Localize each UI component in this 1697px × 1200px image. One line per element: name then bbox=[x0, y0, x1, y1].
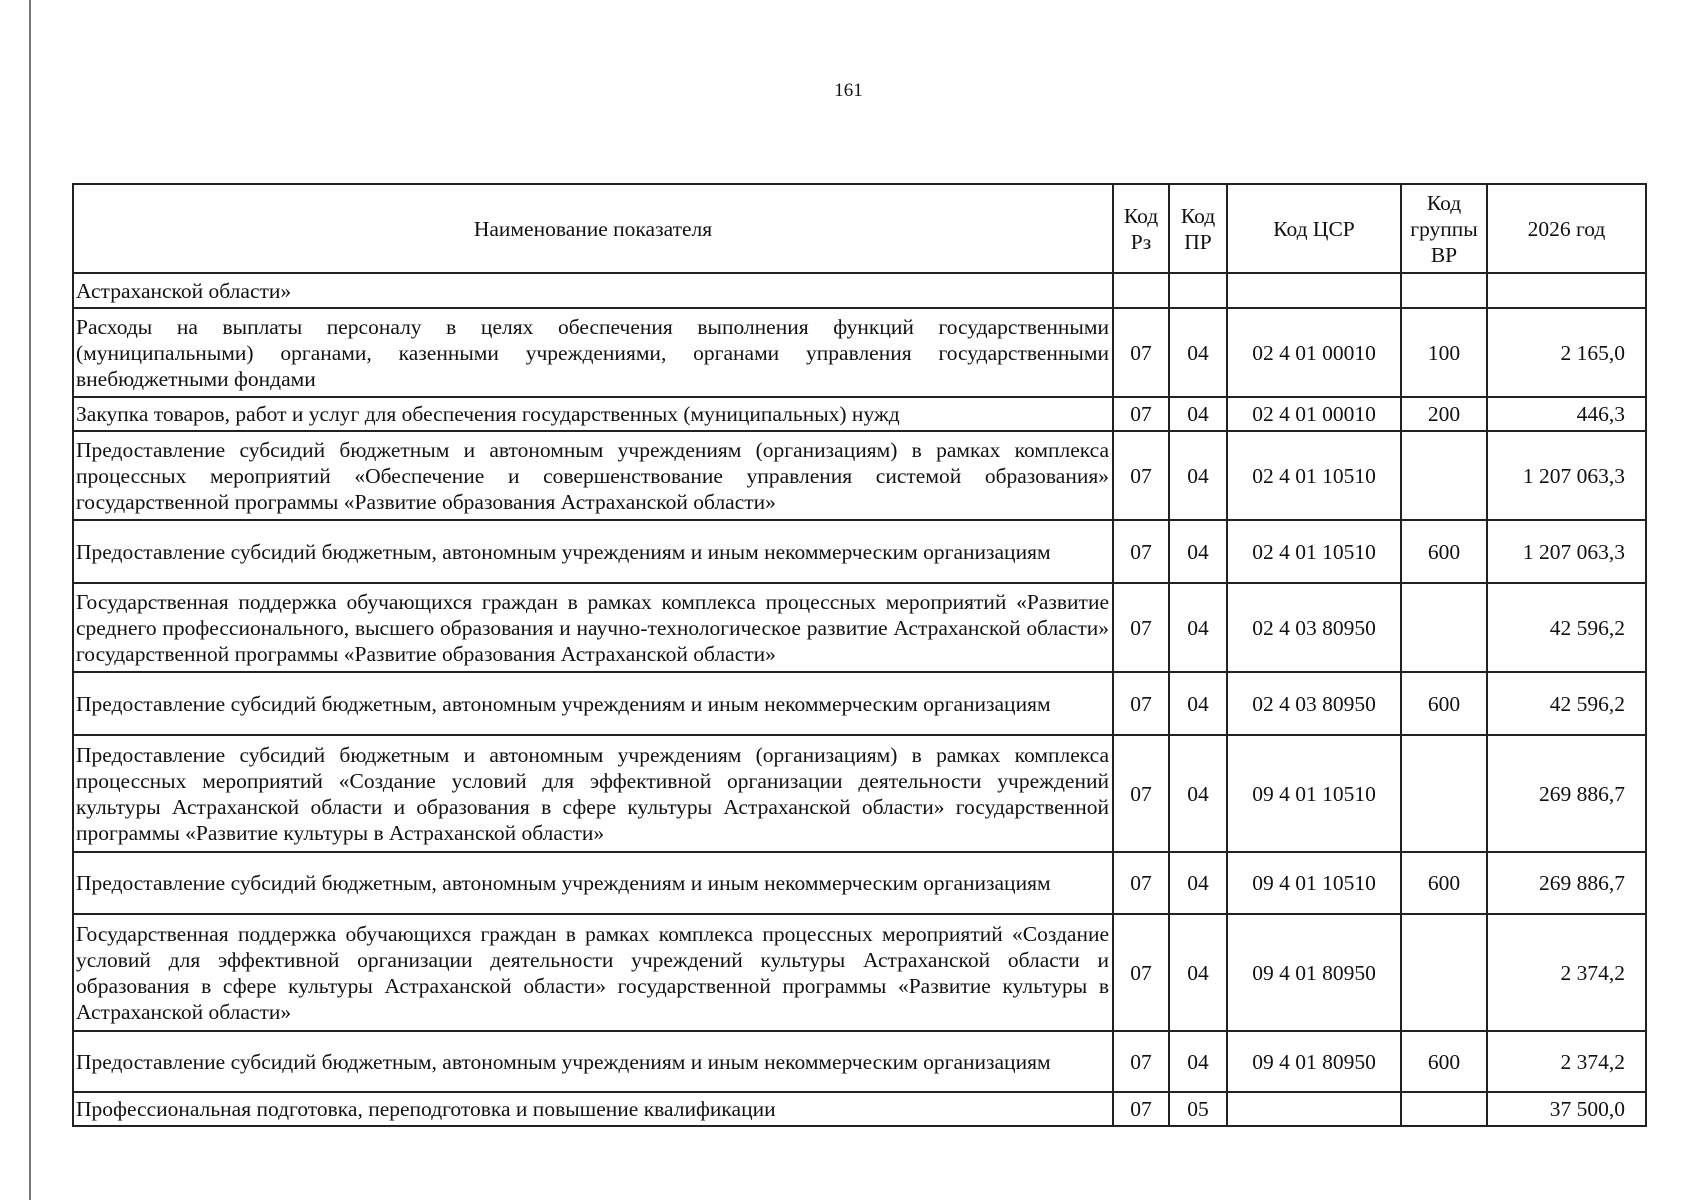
left-margin-line bbox=[29, 0, 31, 1200]
row-rz: 07 bbox=[1113, 1031, 1169, 1092]
row-pr: 04 bbox=[1169, 308, 1227, 397]
row-rz: 07 bbox=[1113, 672, 1169, 735]
row-rz: 07 bbox=[1113, 1092, 1169, 1126]
row-csr: 09 4 01 10510 bbox=[1227, 852, 1401, 914]
row-pr: 04 bbox=[1169, 914, 1227, 1031]
row-vr bbox=[1401, 431, 1487, 520]
row-pr: 04 bbox=[1169, 520, 1227, 583]
row-pr: 04 bbox=[1169, 852, 1227, 914]
table-row bbox=[73, 583, 1646, 672]
header-csr: Код ЦСР bbox=[1227, 184, 1401, 273]
row-name: Предоставление субсидий бюджетным, автономным учреждениям и иным некоммерческим организациям bbox=[73, 672, 1113, 735]
row-vr bbox=[1401, 914, 1487, 1031]
table-row bbox=[73, 273, 1646, 308]
row-name: Закупка товаров, работ и услуг для обеспечения государственных (муниципальных) нужд bbox=[73, 397, 1113, 431]
row-rz: 07 bbox=[1113, 431, 1169, 520]
row-name: Профессиональная подготовка, переподготовка и повышение квалификации bbox=[73, 1092, 1113, 1126]
row-amount: 2 165,0 bbox=[1487, 308, 1646, 397]
row-pr: 04 bbox=[1169, 397, 1227, 431]
row-csr: 02 4 03 80950 bbox=[1227, 583, 1401, 672]
row-pr: 04 bbox=[1169, 672, 1227, 735]
row-csr: 02 4 03 80950 bbox=[1227, 672, 1401, 735]
row-csr bbox=[1227, 273, 1401, 308]
row-amount bbox=[1487, 273, 1646, 308]
row-vr: 600 bbox=[1401, 852, 1487, 914]
row-vr: 600 bbox=[1401, 520, 1487, 583]
row-csr: 02 4 01 00010 bbox=[1227, 397, 1401, 431]
row-amount: 269 886,7 bbox=[1487, 852, 1646, 914]
row-vr: 200 bbox=[1401, 397, 1487, 431]
row-csr: 09 4 01 80950 bbox=[1227, 914, 1401, 1031]
row-rz: 07 bbox=[1113, 583, 1169, 672]
row-amount: 42 596,2 bbox=[1487, 672, 1646, 735]
row-rz: 07 bbox=[1113, 735, 1169, 852]
row-vr: 600 bbox=[1401, 1031, 1487, 1092]
table-row bbox=[73, 397, 1646, 431]
row-vr bbox=[1401, 1092, 1487, 1126]
row-csr: 09 4 01 80950 bbox=[1227, 1031, 1401, 1092]
row-amount: 37 500,0 bbox=[1487, 1092, 1646, 1126]
row-csr: 02 4 01 10510 bbox=[1227, 431, 1401, 520]
row-csr: 02 4 01 10510 bbox=[1227, 520, 1401, 583]
row-name: Расходы на выплаты персоналу в целях обеспечения выполнения функций государственными (муниципальными) органами, казенными учреждениями, органами управления государственными внебюджетными фондами bbox=[73, 308, 1113, 397]
table-header-row bbox=[73, 184, 1646, 273]
row-amount: 1 207 063,3 bbox=[1487, 431, 1646, 520]
row-name: Предоставление субсидий бюджетным и автономным учреждениям (организациям) в рамках комплекса процессных мероприятий «Обеспечение и совершенствование управления системой образования» государственной программы «Развитие образования Астраханской области» bbox=[73, 431, 1113, 520]
table-row bbox=[73, 308, 1646, 397]
header-vr: Код группы ВР bbox=[1401, 184, 1487, 273]
row-amount: 2 374,2 bbox=[1487, 914, 1646, 1031]
row-pr: 04 bbox=[1169, 735, 1227, 852]
row-name: Астраханской области» bbox=[73, 273, 1113, 308]
row-pr: 05 bbox=[1169, 1092, 1227, 1126]
table-row bbox=[73, 672, 1646, 735]
row-pr: 04 bbox=[1169, 583, 1227, 672]
row-name: Предоставление субсидий бюджетным и автономным учреждениям (организациям) в рамках комплекса процессных мероприятий «Создание условий для эффективной организации деятельности учреждений культуры Астраханской области и образования в сфере культуры Астраханской области» государственной программы «Развитие культуры в Астраханской области» bbox=[73, 735, 1113, 852]
row-rz: 07 bbox=[1113, 914, 1169, 1031]
table-row bbox=[73, 852, 1646, 914]
table-row bbox=[73, 431, 1646, 520]
row-csr bbox=[1227, 1092, 1401, 1126]
row-csr: 09 4 01 10510 bbox=[1227, 735, 1401, 852]
table-row bbox=[73, 735, 1646, 852]
row-name: Предоставление субсидий бюджетным, автономным учреждениям и иным некоммерческим организациям bbox=[73, 520, 1113, 583]
row-rz: 07 bbox=[1113, 308, 1169, 397]
row-amount: 2 374,2 bbox=[1487, 1031, 1646, 1092]
table-row bbox=[73, 914, 1646, 1031]
row-vr: 100 bbox=[1401, 308, 1487, 397]
row-vr bbox=[1401, 273, 1487, 308]
row-vr bbox=[1401, 583, 1487, 672]
row-rz bbox=[1113, 273, 1169, 308]
row-amount: 446,3 bbox=[1487, 397, 1646, 431]
row-vr: 600 bbox=[1401, 672, 1487, 735]
table-row bbox=[73, 1092, 1646, 1126]
row-amount: 1 207 063,3 bbox=[1487, 520, 1646, 583]
row-amount: 269 886,7 bbox=[1487, 735, 1646, 852]
row-csr: 02 4 01 00010 bbox=[1227, 308, 1401, 397]
row-name: Предоставление субсидий бюджетным, автономным учреждениям и иным некоммерческим организациям bbox=[73, 1031, 1113, 1092]
budget-table bbox=[72, 183, 1647, 1127]
row-name: Государственная поддержка обучающихся граждан в рамках комплекса процессных мероприятий «Создание условий для эффективной организации деятельности учреждений культуры Астраханской области и образования в сфере культуры Астраханской области» государственной программы «Развитие культуры в Астраханской области» bbox=[73, 914, 1113, 1031]
row-name: Государственная поддержка обучающихся граждан в рамках комплекса процессных мероприятий «Развитие среднего профессионального, высшего образования и научно-технологическое развитие Астраханской области» государственной программы «Развитие образования Астраханской области» bbox=[73, 583, 1113, 672]
row-rz: 07 bbox=[1113, 852, 1169, 914]
row-pr bbox=[1169, 273, 1227, 308]
table-row bbox=[73, 520, 1646, 583]
page-number: 161 bbox=[834, 80, 863, 101]
header-rz: Код Рз bbox=[1113, 184, 1169, 273]
row-rz: 07 bbox=[1113, 397, 1169, 431]
row-rz: 07 bbox=[1113, 520, 1169, 583]
header-name: Наименование показателя bbox=[73, 184, 1113, 273]
row-name: Предоставление субсидий бюджетным, автономным учреждениям и иным некоммерческим организациям bbox=[73, 852, 1113, 914]
header-year: 2026 год bbox=[1487, 184, 1646, 273]
row-pr: 04 bbox=[1169, 431, 1227, 520]
row-pr: 04 bbox=[1169, 1031, 1227, 1092]
header-pr: Код ПР bbox=[1169, 184, 1227, 273]
row-amount: 42 596,2 bbox=[1487, 583, 1646, 672]
row-vr bbox=[1401, 735, 1487, 852]
table-row bbox=[73, 1031, 1646, 1092]
